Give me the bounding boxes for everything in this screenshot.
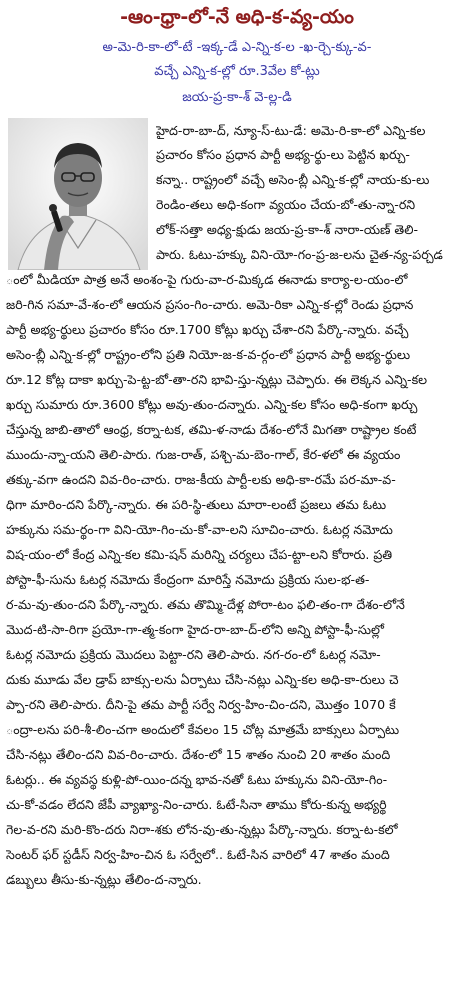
body-line-26: చేసి-నట్లు తేలిం-దని వివ-రిం-చారు. దేశం-లో 15 శాతం నుంచి 20 శాతం మంది [6, 747, 391, 762]
body-line-31: డబ్బులు తీసు-కు-న్నట్లు తేలిం-ద-న్నారు. [6, 872, 202, 887]
article-subtitle-line-1: అ-మె-రి-కా-లో-టే -ఇక్క-డే ఎ-న్ని-క-ల -ఖ-ర్చె-క్కు-వ- [102, 40, 372, 55]
article-title: -ఆం-ధ్రా-లో-నే అధి-క-వ్య-యం [120, 6, 354, 28]
author-portrait-image [8, 118, 148, 270]
body-line-13: చేస్తున్న జాబి-తాలో ఆంధ్ర, కర్నా-టక, తమి-ళ-నాడు దేశం-లోనే మిగతా రాష్ట్రాల కంటే [6, 422, 417, 437]
body-line-19: పోస్టా-ఫీ-సును ఓటర్ల నమోదు కేంద్రంగా మారిస్తే నమోదు ప్రక్రియ సుల-భ-త- [6, 572, 370, 587]
body-line-7: ంలో మీడియా పాత్ర అనే అంశం-పై గురు-వా-ర-మిక్కడ ఈనాడు కార్యా-ల-యం-లో [6, 272, 408, 287]
body-line-27: ఓటర్లు.. ఈ వ్యవస్థ కుళ్లి-పో-యిం-దన్న భావ-నతో ఓటు హక్కును విని-యో-గిం- [6, 772, 388, 787]
body-line-6: పారు. ఓటు-హక్కు విని-యో-గం-ప్ర-జ-లను చైత-న్య-పర్చడ [156, 247, 443, 262]
body-line-18: విష-యం-లో కేంద్ర ఎన్ని-కల కమి-షన్ మరిన్ని చర్యలు చేప-ట్టా-లని కోరారు. ప్రతి [6, 547, 393, 562]
article-byline: జయ-ప్ర-కా-శ్ వె-ల్ల-డి [182, 90, 292, 105]
body-line-22: ఓటర్ల నమోదు ప్రక్రియ మొదలు పెట్టా-రని తెలి-పారు. నగ-రం-లో ఓటర్ల నమో- [6, 647, 381, 662]
body-line-11: రూ.12 కోట్ల దాకా ఖర్చు-పె-ట్ట-బో-తా-రని భావి-స్తు-న్నట్లు చెప్పారు. ఈ లెక్కన ఎన్ని-కల [6, 372, 428, 387]
body-line-30: సెంటర్ ఫర్ స్టడీస్ నిర్వ-హిం-చిన ఓ సర్వేలో.. ఓటే-సిన వారిలో 47 శాతం మంది [6, 847, 390, 862]
body-line-25: ంద్రా-లను పరి-శీ-లిం-చగా అందులో కేవలం 15 చోట్ల మాత్రమే బాక్సులు ఏర్పాటు [6, 722, 400, 737]
body-line-28: చు-కో-వడం లేదని జేపీ వ్యాఖ్యా-నిం-చారు. ఓటే-సినా తాము కోరు-కున్న అభ్యర్థి [6, 797, 387, 812]
body-line-9: పార్టీ అభ్య-ర్థులు ప్రచారం కోసం రూ.1700 కోట్లు ఖర్చు చేశా-రని పేర్కొ-న్నారు. వచ్చే [6, 322, 409, 337]
article-subtitle-line-2: వచ్చే ఎన్ని-క-ల్లో రూ.3వేల కో-ట్లు [154, 64, 320, 79]
author-photo [8, 118, 148, 270]
body-line-12: ఖర్చు సుమారు రూ.3600 కోట్లు అవు-తుం-దన్నారు. ఎన్ని-కల కోసం అధి-కంగా ఖర్చు [6, 397, 418, 412]
body-line-21: మొద-టి-సా-రిగా ప్రయో-గా-త్మ-కంగా హైద-రా-బా-ద్-లోని అన్ని పోస్టా-ఫీ-సుల్లో [6, 622, 384, 637]
body-line-24: ప్పా-రని తెలి-పారు. దీని-పై తమ పార్టీ సర్వే నిర్వ-హిం-చిం-దని, మొత్తం 1070 కే [6, 697, 396, 712]
body-line-29: గెల-వ-రని మరి-కొం-దరు నిరా-శకు లోన-వు-తు-న్నట్లు పేర్కొ-న్నారు. కర్నా-ట-కలో [6, 822, 398, 837]
body-line-10: అసెం-బ్లీ ఎన్ని-క-ల్లో రాష్ట్రం-లోని ప్రతి నియో-జ-క-వ-ర్గం-లో ప్రధాన పార్టీ అభ్య-ర్థులు [6, 347, 411, 362]
body-line-20: ర-మ-వు-తుం-దని పేర్కొ-న్నారు. తమ తొమ్మి-దేళ్ల పోరా-టం ఫలి-తం-గా దేశం-లోనే [6, 597, 405, 612]
body-line-3: కన్నా.. రాష్ట్రంలో వచ్చే అసెం-బ్లీ ఎన్ని-క-ల్లో నాయ-కు-లు [156, 172, 430, 187]
body-line-2: ప్రచారం కోసం ప్రధాన పార్టీ అభ్య-ర్థు-లు పెట్టిన ఖర్చు- [156, 147, 410, 162]
body-line-4: రెండిం-తలు అధి-కంగా వ్యయం చేయ-బో-తు-న్నా-రని [156, 197, 416, 212]
body-line-5: లోక్-సత్తా అధ్య-క్షుడు జయ-ప్ర-కా-శ్ నారా-యణ్ తెలి- [156, 222, 418, 237]
body-line-17: హక్కును సమ-ర్థం-గా విని-యో-గిం-చు-కో-వా-లని సూచిం-చారు. ఓటర్ల నమోదు [6, 522, 393, 537]
body-line-23: దుకు మూడు వేల డ్రాప్ బాక్సు-లను ఏర్పాటు చేసి-నట్లు ఎన్ని-కల అధి-కా-రులు చె [6, 672, 399, 687]
body-line-1: హైద-రా-బా-ద్, న్యూ-స్-టు-డే: అమె-రి-కా-లో ఎన్ని-కల [156, 123, 426, 138]
body-line-15: తక్కు-వగా ఉందని వివ-రిం-చారు. రాజ-కీయ పార్టీ-లకు అధి-కా-రమే పర-మా-వ- [6, 472, 396, 487]
body-line-14: ముందు-న్నా-యని తెలి-పారు. గుజ-రాత్, పశ్చి-మ-బెం-గాల్, కేర-ళలో ఈ వ్యయం [6, 447, 401, 462]
body-line-8: జరి-గిన సమా-వే-శం-లో ఆయన ప్రసం-గిం-చారు. అమె-రికా ఎన్ని-క-ల్లో రెండు ప్రధాన [6, 297, 414, 312]
body-line-16: ధిగా మారిం-దని పేర్కొ-న్నారు. ఈ పరి-స్థి-తులు మారా-లంటే ప్రజలు తమ ఓటు [6, 497, 387, 512]
